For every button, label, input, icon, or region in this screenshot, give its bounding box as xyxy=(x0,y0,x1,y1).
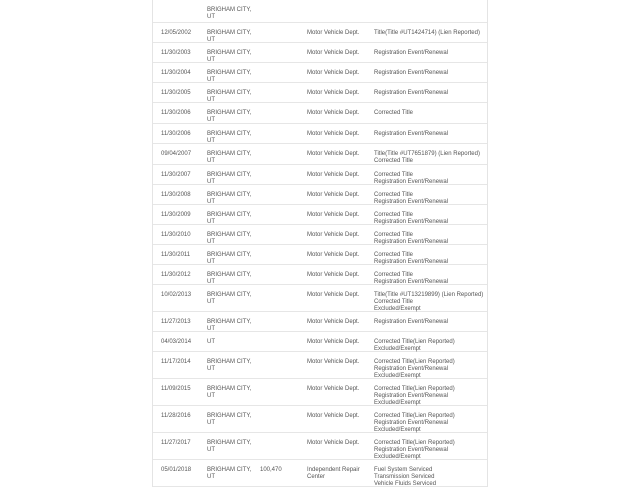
record-location-line: UT xyxy=(207,239,215,245)
record-location xyxy=(207,30,251,44)
record-details-line: Registration Event/Renewal xyxy=(374,319,449,325)
record-details-line: Registration Event/Renewal xyxy=(374,50,449,56)
record-details-line: Registration Event/Renewal xyxy=(374,447,449,453)
record-source xyxy=(307,30,359,37)
record-date xyxy=(161,467,191,474)
record-details-line: Registration Event/Renewal xyxy=(374,259,449,265)
record-date xyxy=(161,232,191,239)
record-location-line: BRIGHAM CITY, xyxy=(207,272,252,278)
record-source xyxy=(307,386,359,393)
record-details-line: Registration Event/Renewal xyxy=(374,179,449,185)
table-row xyxy=(153,332,487,352)
record-source xyxy=(307,467,360,481)
record-location-line: UT xyxy=(207,77,215,83)
record-details-line: Vehicle Fluids Serviced xyxy=(374,481,437,487)
record-date-text: 11/30/2006 xyxy=(161,131,191,137)
record-location-line: BRIGHAM CITY, xyxy=(207,319,252,325)
record-date xyxy=(161,292,191,299)
record-location xyxy=(207,413,251,427)
record-location-line: UT xyxy=(207,179,215,185)
record-location-line: UT xyxy=(207,37,215,43)
record-date xyxy=(161,440,191,447)
record-details-line: Excluded/Exempt xyxy=(374,346,421,352)
record-date-text: 11/28/2016 xyxy=(161,413,191,419)
record-location-line: UT xyxy=(207,339,215,345)
record-location-line: UT xyxy=(207,393,215,399)
record-location-line: BRIGHAM CITY, xyxy=(207,252,252,258)
record-date xyxy=(161,413,191,420)
record-source-line: Motor Vehicle Dept. xyxy=(307,272,360,278)
record-date xyxy=(161,339,191,346)
table-row xyxy=(153,63,487,83)
record-source-line: Motor Vehicle Dept. xyxy=(307,339,360,345)
record-source-line: Motor Vehicle Dept. xyxy=(307,172,360,178)
table-row xyxy=(153,285,487,312)
table-row xyxy=(153,83,487,103)
record-source xyxy=(307,252,359,259)
record-date xyxy=(161,212,191,219)
record-source xyxy=(307,70,359,77)
record-details-line: Transmission Serviced xyxy=(374,474,435,480)
record-location-line: BRIGHAM CITY, xyxy=(207,232,252,238)
record-source xyxy=(307,339,359,346)
table-row xyxy=(153,433,487,460)
record-location xyxy=(207,292,251,306)
record-location xyxy=(207,359,251,373)
record-source-line: Motor Vehicle Dept. xyxy=(307,30,360,36)
record-details xyxy=(374,413,455,434)
record-location-line: BRIGHAM CITY, xyxy=(207,110,252,116)
record-source xyxy=(307,192,359,199)
record-details-line: Corrected Title xyxy=(374,110,414,116)
record-details xyxy=(374,30,480,37)
record-date-text: 12/05/2002 xyxy=(161,30,192,36)
record-date xyxy=(161,319,191,326)
record-source-line: Center xyxy=(307,474,326,480)
record-date xyxy=(161,386,191,393)
record-location-line: UT xyxy=(207,57,215,63)
record-date-text: 11/30/2009 xyxy=(161,212,191,218)
record-location-line: UT xyxy=(207,14,215,20)
record-details xyxy=(374,50,448,57)
record-location xyxy=(207,151,251,165)
record-details-line: Corrected Title(Lien Reported) xyxy=(374,359,455,365)
record-date xyxy=(161,131,191,138)
record-source-line: Motor Vehicle Dept. xyxy=(307,319,360,325)
record-source-line: Motor Vehicle Dept. xyxy=(307,292,360,298)
record-date-text: 11/09/2015 xyxy=(161,386,191,392)
record-location xyxy=(207,172,251,186)
record-date xyxy=(161,272,191,279)
record-details xyxy=(374,319,448,326)
table-row xyxy=(153,460,487,487)
record-details-line: Corrected Title xyxy=(374,232,414,238)
record-details-line: Registration Event/Renewal xyxy=(374,366,449,372)
record-date xyxy=(161,252,190,259)
record-location-line: BRIGHAM CITY, xyxy=(207,386,252,392)
record-details xyxy=(374,359,455,380)
record-location-line: BRIGHAM CITY, xyxy=(207,413,252,419)
record-location xyxy=(207,7,251,21)
record-date-text: 11/17/2014 xyxy=(161,359,191,365)
record-source-line: Motor Vehicle Dept. xyxy=(307,359,360,365)
record-source-line: Motor Vehicle Dept. xyxy=(307,50,360,56)
record-details-line: Registration Event/Renewal xyxy=(374,393,449,399)
record-source xyxy=(307,110,359,117)
record-location-line: UT xyxy=(207,447,215,453)
record-source xyxy=(307,131,359,138)
table-row xyxy=(153,352,487,379)
record-odometer-text: 100,470 xyxy=(260,467,282,473)
record-details-line: Corrected Title xyxy=(374,172,414,178)
record-details-line: Title(Title #UT1424714) (Lien Reported) xyxy=(374,30,480,36)
record-source-line: Motor Vehicle Dept. xyxy=(307,413,360,419)
record-source xyxy=(307,319,359,326)
table-row xyxy=(153,23,487,43)
record-source-line: Motor Vehicle Dept. xyxy=(307,232,360,238)
record-date-text: 11/27/2017 xyxy=(161,440,191,446)
record-source-line: Motor Vehicle Dept. xyxy=(307,70,360,76)
record-date-text: 11/30/2007 xyxy=(161,172,191,178)
record-details xyxy=(374,440,455,461)
record-details-line: Excluded/Exempt xyxy=(374,306,421,312)
record-source-line: Motor Vehicle Dept. xyxy=(307,131,360,137)
record-source xyxy=(307,50,359,57)
record-details-line: Corrected Title xyxy=(374,192,414,198)
record-location-line: UT xyxy=(207,117,215,123)
record-details-line: Registration Event/Renewal xyxy=(374,219,449,225)
record-location-line: BRIGHAM CITY, xyxy=(207,172,252,178)
record-date-text: 11/30/2003 xyxy=(161,50,191,56)
record-details-line: Corrected Title xyxy=(374,299,414,305)
record-source xyxy=(307,151,359,158)
record-location-line: BRIGHAM CITY, xyxy=(207,50,252,56)
record-details xyxy=(374,232,448,246)
record-details-line: Corrected Title xyxy=(374,212,414,218)
record-details-line: Excluded/Exempt xyxy=(374,400,421,406)
record-details-line: Corrected Title(Lien Reported) xyxy=(374,413,455,419)
record-details xyxy=(374,151,480,165)
record-source xyxy=(307,359,359,366)
record-details-line: Registration Event/Renewal xyxy=(374,420,449,426)
record-source-line: Independent Repair xyxy=(307,467,360,473)
record-details-line: Corrected Title(Lien Reported) xyxy=(374,440,455,446)
record-date-text: 11/30/2004 xyxy=(161,70,191,76)
table-row xyxy=(153,144,487,165)
record-source xyxy=(307,272,359,279)
record-details-line: Title(Title #UT13219899) (Lien Reported) xyxy=(374,292,484,298)
record-location-line: BRIGHAM CITY, xyxy=(207,212,252,218)
record-details xyxy=(374,386,455,407)
record-date xyxy=(161,192,191,199)
record-location-line: BRIGHAM CITY, xyxy=(207,192,252,198)
table-row xyxy=(153,103,487,124)
record-details-line: Excluded/Exempt xyxy=(374,454,421,460)
record-details-line: Registration Event/Renewal xyxy=(374,239,449,245)
record-location-line: BRIGHAM CITY, xyxy=(207,151,252,157)
record-location-line: UT xyxy=(207,158,215,164)
record-location-line: BRIGHAM CITY, xyxy=(207,131,252,137)
record-date xyxy=(161,110,191,117)
record-date xyxy=(161,70,191,77)
record-details-line: Fuel System Serviced xyxy=(374,467,433,473)
history-table xyxy=(152,0,488,487)
record-details xyxy=(374,90,448,97)
record-details-line: Registration Event/Renewal xyxy=(374,199,449,205)
table-row xyxy=(153,185,487,205)
table-row xyxy=(153,225,487,245)
record-date-text: 11/30/2012 xyxy=(161,272,191,278)
record-location xyxy=(207,131,251,145)
record-details xyxy=(374,252,448,266)
record-location-line: UT xyxy=(207,138,215,144)
table-row xyxy=(153,0,487,23)
record-source-line: Motor Vehicle Dept. xyxy=(307,192,360,198)
record-source-line: Motor Vehicle Dept. xyxy=(307,440,360,446)
record-location xyxy=(207,272,251,286)
record-location-line: UT xyxy=(207,279,215,285)
record-location-line: UT xyxy=(207,299,215,305)
record-location-line: UT xyxy=(207,420,215,426)
record-date-text: 09/04/2007 xyxy=(161,151,192,157)
record-source-line: Motor Vehicle Dept. xyxy=(307,110,360,116)
record-date xyxy=(161,30,191,37)
record-location xyxy=(207,386,251,400)
record-details xyxy=(374,70,448,77)
record-details xyxy=(374,272,448,286)
record-location-line: BRIGHAM CITY, xyxy=(207,359,252,365)
record-location xyxy=(207,50,251,64)
record-date-text: 11/30/2008 xyxy=(161,192,191,198)
record-location xyxy=(207,467,251,481)
record-source xyxy=(307,292,359,299)
record-location xyxy=(207,319,251,333)
record-date-text: 10/02/2013 xyxy=(161,292,192,298)
record-source-line: Motor Vehicle Dept. xyxy=(307,252,360,258)
record-source xyxy=(307,212,359,219)
record-details-line: Corrected Title(Lien Reported) xyxy=(374,386,455,392)
record-details xyxy=(374,131,448,138)
record-details xyxy=(374,172,448,186)
table-row xyxy=(153,379,487,406)
record-date xyxy=(161,151,191,158)
record-location xyxy=(207,90,251,104)
record-details-line: Title(Title #UT7651879) (Lien Reported) xyxy=(374,151,480,157)
record-location-line: BRIGHAM CITY, xyxy=(207,467,252,473)
record-details-line: Registration Event/Renewal xyxy=(374,70,449,76)
record-details xyxy=(374,467,436,488)
record-details xyxy=(374,192,448,206)
table-row xyxy=(153,124,487,144)
record-source-line: Motor Vehicle Dept. xyxy=(307,151,360,157)
record-odometer xyxy=(260,467,282,474)
record-source-line: Motor Vehicle Dept. xyxy=(307,386,360,392)
table-row xyxy=(153,43,487,63)
record-details-line: Registration Event/Renewal xyxy=(374,90,449,96)
record-details-line: Corrected Title xyxy=(374,158,414,164)
record-details xyxy=(374,292,483,313)
record-source-line: Motor Vehicle Dept. xyxy=(307,90,360,96)
record-details-line: Corrected Title xyxy=(374,272,414,278)
record-location-line: BRIGHAM CITY, xyxy=(207,90,252,96)
record-location xyxy=(207,252,251,266)
record-source xyxy=(307,232,359,239)
record-location xyxy=(207,339,215,346)
record-date xyxy=(161,50,191,57)
record-source xyxy=(307,90,359,97)
table-row xyxy=(153,165,487,185)
record-details-line: Corrected Title(Lien Reported) xyxy=(374,339,455,345)
table-row xyxy=(153,312,487,332)
record-location-line: UT xyxy=(207,366,215,372)
record-location-line: BRIGHAM CITY, xyxy=(207,30,252,36)
record-source xyxy=(307,440,359,447)
record-date xyxy=(161,90,191,97)
record-date-text: 11/27/2013 xyxy=(161,319,191,325)
record-date-text: 05/01/2018 xyxy=(161,467,192,473)
record-location xyxy=(207,212,251,226)
record-details xyxy=(374,110,413,117)
record-date-text: 11/30/2005 xyxy=(161,90,191,96)
record-location-line: BRIGHAM CITY, xyxy=(207,440,252,446)
record-details-line: Excluded/Exempt xyxy=(374,427,421,433)
table-row xyxy=(153,205,487,225)
record-location-line: UT xyxy=(207,474,215,480)
record-date-text: 04/03/2014 xyxy=(161,339,192,345)
record-source-line: Motor Vehicle Dept. xyxy=(307,212,360,218)
record-source xyxy=(307,413,359,420)
record-location-line: BRIGHAM CITY, xyxy=(207,70,252,76)
record-location-line: UT xyxy=(207,219,215,225)
record-date-text: 11/30/2010 xyxy=(161,232,191,238)
record-details-line: Excluded/Exempt xyxy=(374,373,421,379)
record-location-line: BRIGHAM CITY, xyxy=(207,292,252,298)
record-details-line: Corrected Title xyxy=(374,252,414,258)
record-date-text: 11/30/2011 xyxy=(161,252,191,258)
record-source xyxy=(307,172,359,179)
record-details-line: Registration Event/Renewal xyxy=(374,279,449,285)
record-date-text: 11/30/2006 xyxy=(161,110,191,116)
record-location xyxy=(207,192,251,206)
record-location xyxy=(207,110,251,124)
record-date xyxy=(161,359,191,366)
record-details-line: Registration Event/Renewal xyxy=(374,131,449,137)
record-location-line: UT xyxy=(207,199,215,205)
table-row xyxy=(153,265,487,285)
record-location-line: UT xyxy=(207,326,215,332)
table-row xyxy=(153,406,487,433)
table-row xyxy=(153,245,487,265)
record-location-line: UT xyxy=(207,259,215,265)
record-location xyxy=(207,232,251,246)
record-location xyxy=(207,440,251,454)
record-location-line: BRIGHAM CITY, xyxy=(207,7,252,13)
record-location-line: UT xyxy=(207,97,215,103)
record-date xyxy=(161,172,191,179)
record-details xyxy=(374,212,448,226)
record-details xyxy=(374,339,455,353)
record-location xyxy=(207,70,251,84)
